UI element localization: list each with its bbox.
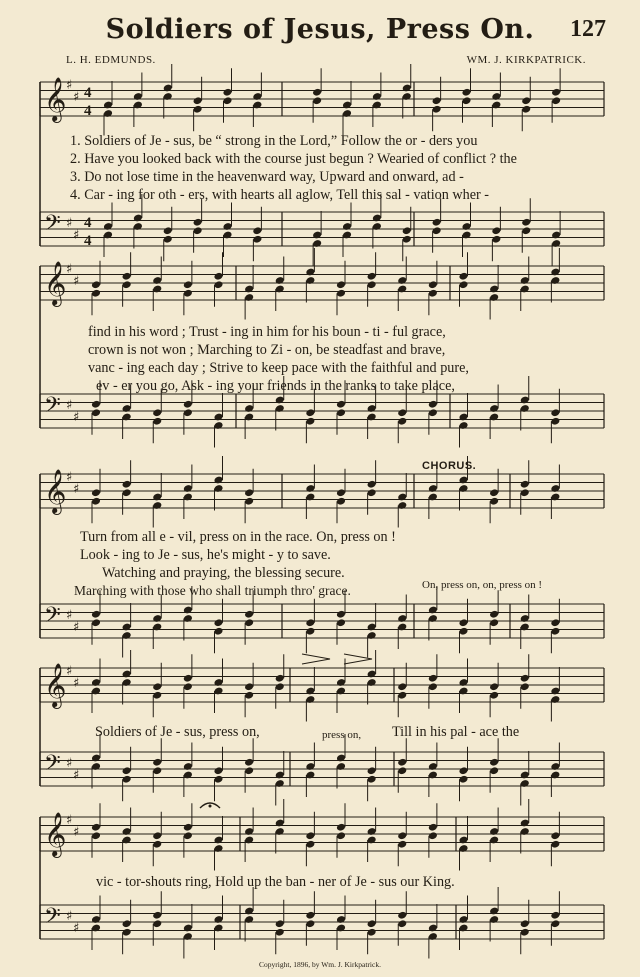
verse-1-line-1: 1. Soldiers of Je - sus, be “ strong in the Lord,” Follow the or - ders you xyxy=(70,133,478,149)
treble-clef: 𝄞 xyxy=(44,77,67,121)
sharp-sign: ♯ xyxy=(66,78,73,93)
verse-1-line-2: find in his word ; Trust - ing in him for his boun - ti - ful grace, xyxy=(88,324,446,340)
verse-2-line-3: Look - ing to Je - sus, he's might - y to save. xyxy=(80,547,331,563)
sharp-sign: ♯ xyxy=(73,410,80,425)
sharp-sign: ♯ xyxy=(66,398,73,413)
bass-clef: 𝄢 xyxy=(44,904,61,934)
bass-clef: 𝄢 xyxy=(44,211,61,241)
hymn-title: Soldiers of Jesus, Press On. xyxy=(105,14,535,45)
treble-clef: 𝄞 xyxy=(44,261,67,305)
sharp-sign: ♯ xyxy=(66,664,73,679)
chorus-line-1-left: Soldiers of Je - sus, press on, xyxy=(95,724,260,740)
sharp-sign: ♯ xyxy=(73,482,80,497)
sharp-sign: ♯ xyxy=(66,216,73,231)
verse-3-line-1: 3. Do not lose time in the heavenward way, Upward and onward, ad - xyxy=(70,169,464,185)
verse-3-line-2: vanc - ing each day ; Strive to keep pace with the faithful and pure, xyxy=(88,360,469,376)
chorus-line-1-right: Till in his pal - ace the xyxy=(392,724,520,740)
sharp-sign: ♯ xyxy=(73,825,80,840)
sharp-sign: ♯ xyxy=(66,608,73,623)
chorus-line-1-echo: press on, xyxy=(322,729,362,741)
composer-credit: WM. J. KIRKPATRICK. xyxy=(466,54,586,66)
bass-echo-text: On, press on, on, press on ! xyxy=(422,579,543,591)
sharp-sign: ♯ xyxy=(73,921,80,936)
verse-4-line-2: ev - er you go, Ask - ing your friends in the ranks to take place, xyxy=(96,378,455,394)
verse-4-line-1: 4. Car - ing for oth - ers, with hearts all aglow, Tell this sal - vation wher - xyxy=(70,187,490,203)
author-credit: L. H. EDMUNDS. xyxy=(66,54,156,66)
bass-clef: 𝄢 xyxy=(44,603,61,633)
treble-clef: 𝄞 xyxy=(44,663,67,707)
page-number: 127 xyxy=(570,16,606,42)
fermata-dot xyxy=(209,805,212,808)
time-signature: 4 xyxy=(84,85,92,101)
treble-clef: 𝄞 xyxy=(44,469,67,513)
sharp-sign: ♯ xyxy=(73,768,80,783)
sharp-sign: ♯ xyxy=(73,228,80,243)
verse-2-line-1: 2. Have you looked back with the course just begun ? Wearied of conflict ? the xyxy=(70,151,517,167)
sharp-sign: ♯ xyxy=(66,756,73,771)
time-signature: 4 xyxy=(84,215,92,231)
bass-clef: 𝄢 xyxy=(44,393,61,423)
verse-1-line-3: Turn from all e - vil, press on in the race. On, press on ! xyxy=(80,529,396,545)
sharp-sign: ♯ xyxy=(73,274,80,289)
time-signature: 4 xyxy=(84,233,92,249)
verse-4-line-3: Marching with those who shall triumph thro' grace. xyxy=(74,583,351,598)
sharp-sign: ♯ xyxy=(66,813,73,828)
sharp-sign: ♯ xyxy=(66,909,73,924)
sharp-sign: ♯ xyxy=(73,90,80,105)
sharp-sign: ♯ xyxy=(66,262,73,277)
chorus-label: CHORUS. xyxy=(422,460,477,472)
chorus-line-2: vic - tor-shouts ring, Hold up the ban - ner of Je - sus our King. xyxy=(96,874,455,890)
treble-clef: 𝄞 xyxy=(44,812,67,856)
bass-clef: 𝄢 xyxy=(44,751,61,781)
sharp-sign: ♯ xyxy=(66,470,73,485)
sharp-sign: ♯ xyxy=(73,620,80,635)
sharp-sign: ♯ xyxy=(73,676,80,691)
copyright-notice: Copyright, 1896, by Wm. J. Kirkpatrick. xyxy=(259,960,381,969)
verse-2-line-2: crown is not won ; Marching to Zi - on, be steadfast and brave, xyxy=(88,342,446,358)
time-signature: 4 xyxy=(84,103,92,119)
verse-3-line-3: Watching and praying, the blessing secure. xyxy=(102,565,345,581)
crescendo-hairpin xyxy=(302,654,330,664)
